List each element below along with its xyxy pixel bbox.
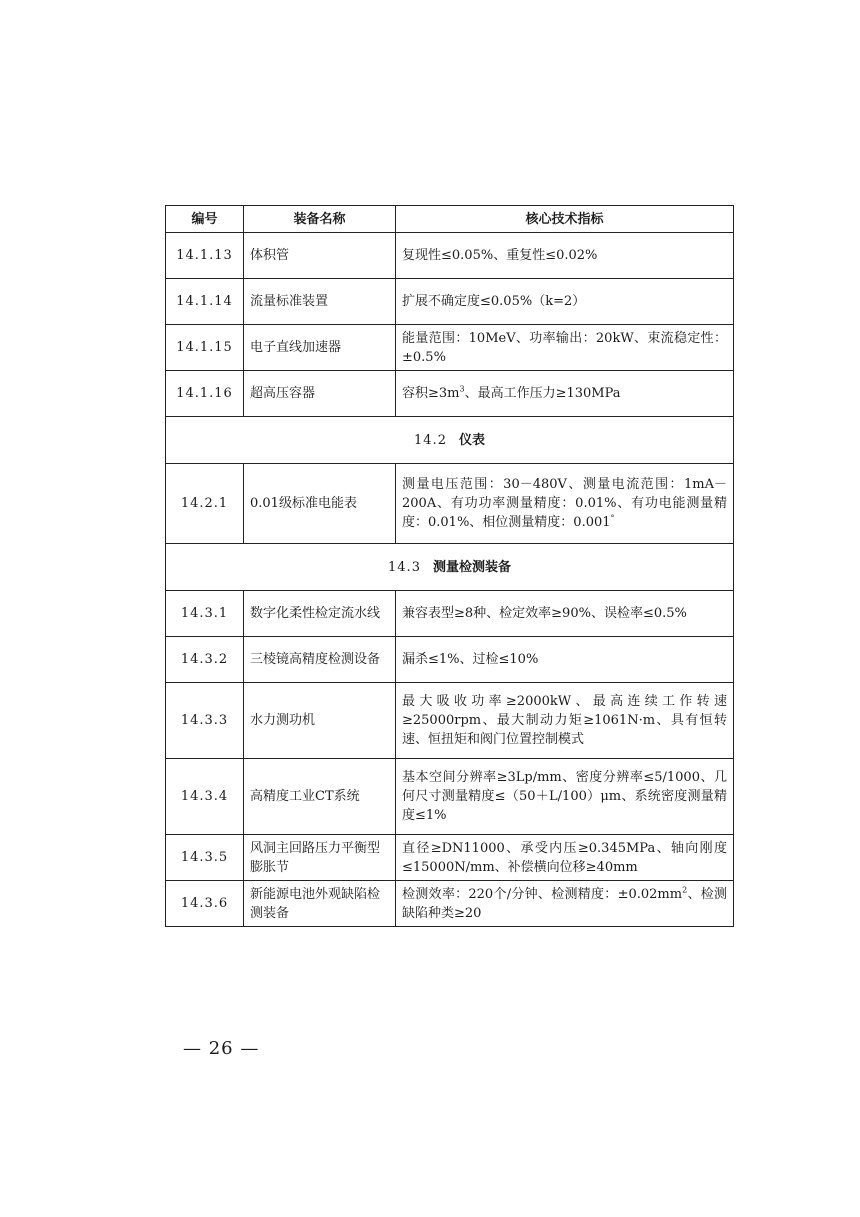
section-header [166, 544, 734, 591]
row-number: 14.3.6 [166, 881, 244, 927]
row-spec: 漏杀≤1%、过检≤10% [396, 637, 734, 683]
table-row [166, 683, 734, 759]
row-number: 14.2.1 [166, 464, 244, 544]
table-row [166, 637, 734, 683]
section-number: 14.2 [414, 432, 447, 448]
row-spec [396, 371, 734, 417]
row-name: 电子直线加速器 [244, 325, 396, 371]
row-number: 14.3.2 [166, 637, 244, 683]
row-name: 数字化柔性检定流水线 [244, 591, 396, 637]
spec-superscript: 2 [682, 885, 688, 895]
table-row [166, 325, 734, 371]
section-row [166, 544, 734, 591]
row-name: 体积管 [244, 233, 396, 279]
equipment-spec-table [165, 205, 734, 927]
table-row [166, 371, 734, 417]
row-name: 0.01级标准电能表 [244, 464, 396, 544]
section-row [166, 417, 734, 464]
table-header-row [166, 206, 734, 233]
row-spec: 基本空间分辨率≥3Lp/mm、密度分辨率≤5/1000、几何尺寸测量精度≤（50＋L/100）μm、系统密度测量精度≤1% [396, 759, 734, 835]
row-spec: 能量范围：10MeV、功率输出：20kW、束流稳定性：±0.5% [396, 325, 734, 371]
page-number: — 26 — [183, 1038, 260, 1059]
row-spec: 兼容表型≥8种、检定效率≥90%、误检率≤0.5% [396, 591, 734, 637]
section-title: 测量检测装备 [432, 559, 511, 575]
row-number: 14.1.16 [166, 371, 244, 417]
row-spec [396, 881, 734, 927]
spec-text: 容积≥3m [402, 386, 460, 401]
table-row [166, 233, 734, 279]
row-spec: 直径≥DN11000、承受内压≥0.345MPa、轴向刚度≤15000N/mm、补偿横向位移≥40mm [396, 835, 734, 881]
header-number: 编号 [166, 206, 244, 233]
row-name: 超高压容器 [244, 371, 396, 417]
row-number: 14.3.1 [166, 591, 244, 637]
row-name: 风洞主回路压力平衡型膨胀节 [244, 835, 396, 881]
spec-text: 测量电压范围：30－480V、测量电流范围：1mA－200A、有功功率测量精度：0.01%、有功电能测量精度：0.01%、相位测量精度：0.001 [402, 477, 727, 530]
spec-superscript: ° [610, 513, 615, 523]
table-row [166, 591, 734, 637]
spec-text: 、检测缺陷种类≥20 [402, 886, 727, 921]
section-header [166, 417, 734, 464]
table-row [166, 835, 734, 881]
row-spec: 扩展不确定度≤0.05%（k=2） [396, 279, 734, 325]
row-number: 14.1.13 [166, 233, 244, 279]
table-row [166, 464, 734, 544]
spec-text: 检测效率：220个/分钟、检测精度：±0.02mm [402, 886, 683, 902]
table-row [166, 881, 734, 927]
row-number: 14.3.5 [166, 835, 244, 881]
row-name: 三棱镜高精度检测设备 [244, 637, 396, 683]
row-number: 14.1.14 [166, 279, 244, 325]
row-number: 14.1.15 [166, 325, 244, 371]
header-name: 装备名称 [244, 206, 396, 233]
row-name: 新能源电池外观缺陷检测装备 [244, 881, 396, 927]
row-name: 流量标准装置 [244, 279, 396, 325]
table-row [166, 279, 734, 325]
section-title: 仪表 [458, 432, 485, 448]
row-number: 14.3.3 [166, 683, 244, 759]
row-number: 14.3.4 [166, 759, 244, 835]
row-spec [396, 464, 734, 544]
header-spec: 核心技术指标 [396, 206, 734, 233]
row-spec: 复现性≤0.05%、重复性≤0.02% [396, 233, 734, 279]
spec-text: 、最高工作压力≥130MPa [464, 386, 621, 401]
table-row [166, 759, 734, 835]
row-name: 高精度工业CT系统 [244, 759, 396, 835]
row-name: 水力测功机 [244, 683, 396, 759]
row-spec: 最大吸收功率≥2000kW、最高连续工作转速≥25000rpm、最大制动力矩≥1061N·m、具有恒转速、恒扭矩和阀门位置控制模式 [396, 683, 734, 759]
spec-superscript: 3 [459, 384, 465, 394]
section-number: 14.3 [388, 559, 421, 575]
